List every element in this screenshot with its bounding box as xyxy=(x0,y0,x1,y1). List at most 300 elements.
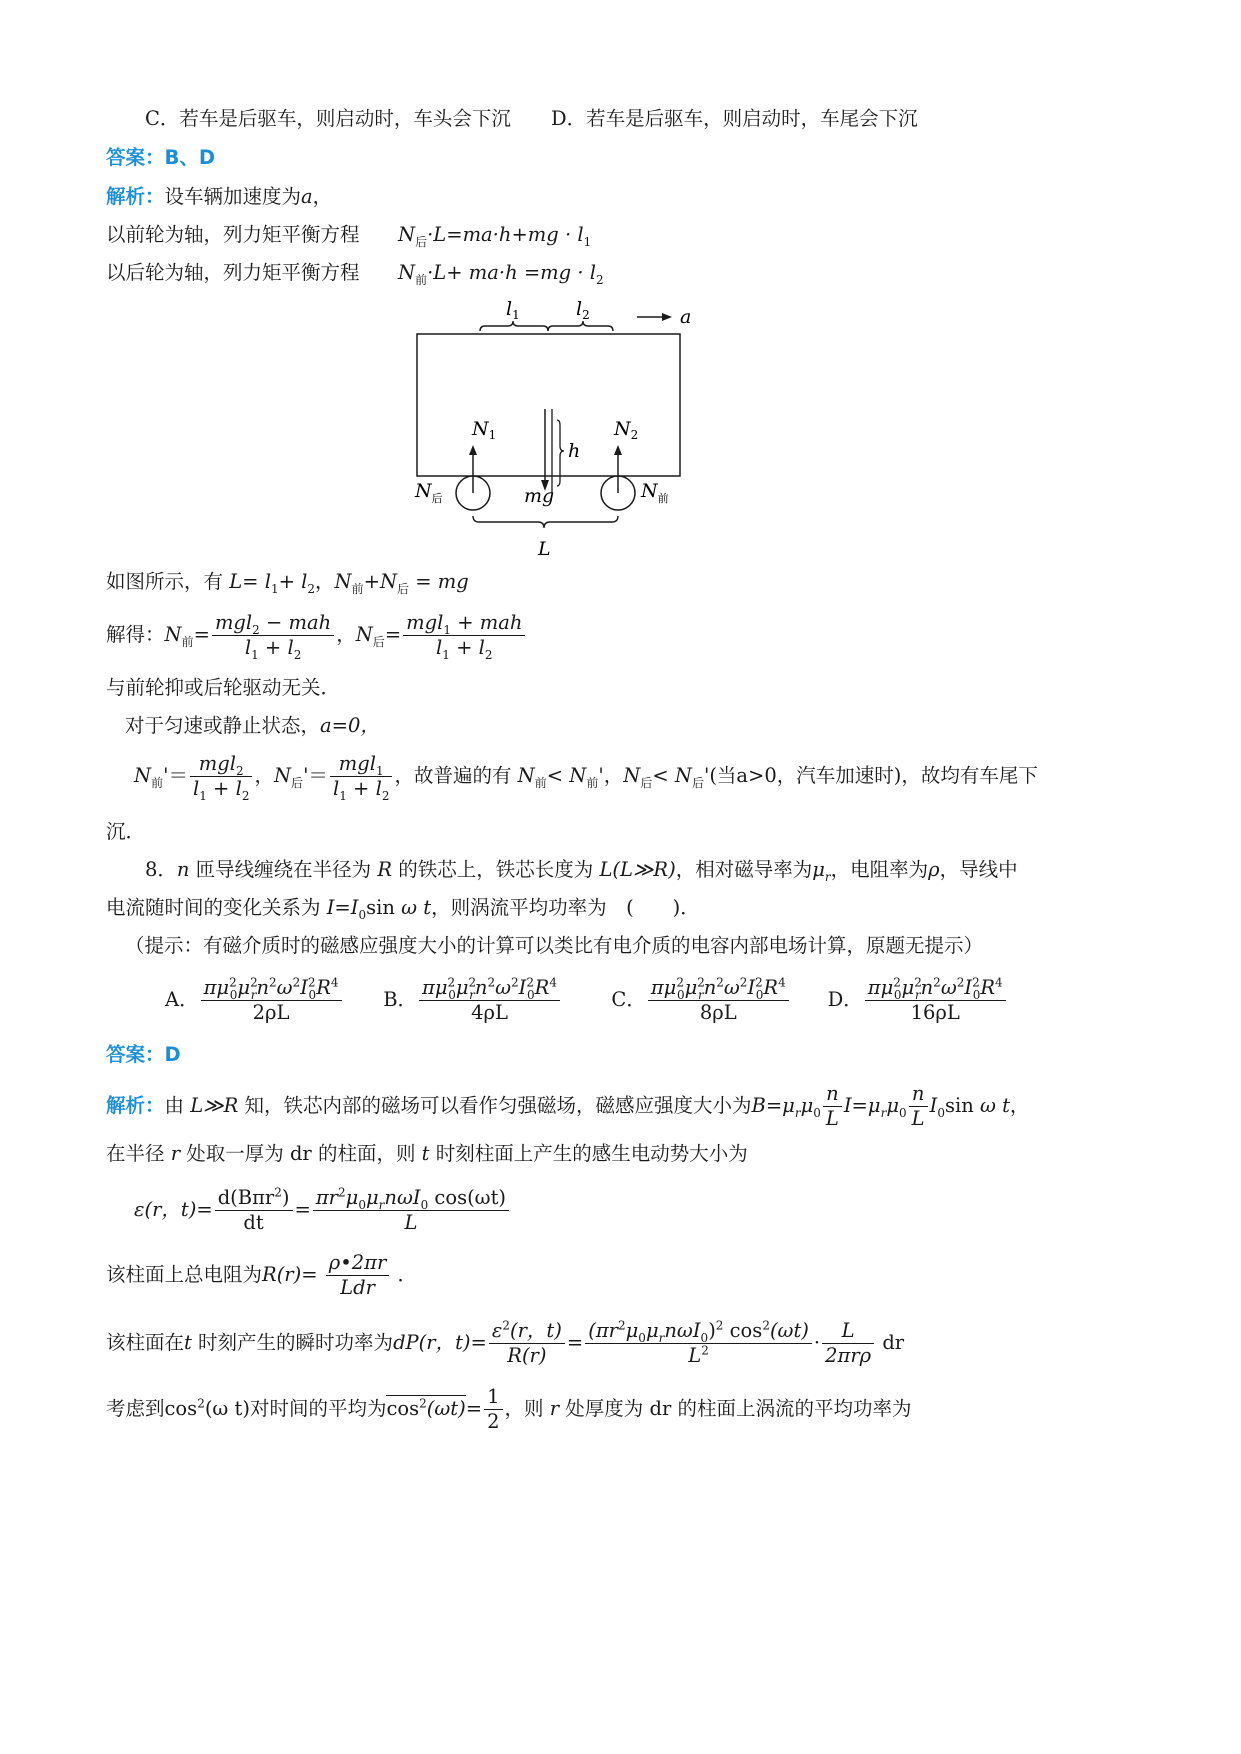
sup-2: 2 xyxy=(715,1318,724,1333)
prime: '， xyxy=(598,764,624,787)
moment-front-text: 以前轮为轴，列力矩平衡方程 xyxy=(106,223,360,246)
fraction-half xyxy=(484,1386,502,1433)
sup-2: 2 xyxy=(487,975,496,990)
sup-2: 2 xyxy=(914,975,922,990)
N: N xyxy=(273,764,292,787)
q8-analysis-line-2 xyxy=(106,1141,748,1167)
sup-2: 2 xyxy=(972,975,980,990)
q8-emf-equation xyxy=(134,1185,511,1235)
mu: μ xyxy=(800,1094,814,1117)
n: n xyxy=(703,976,717,999)
sub-1: 1 xyxy=(251,647,259,662)
lt: < xyxy=(652,764,669,787)
num-pi: πμ xyxy=(650,976,677,999)
mu: μ xyxy=(901,976,915,999)
den-plus: + l xyxy=(346,777,382,800)
sub-front: 前 xyxy=(415,272,428,287)
sub-r: r xyxy=(697,987,704,1002)
mu: μ xyxy=(645,1319,659,1342)
sup-2: 2 xyxy=(250,975,258,990)
I: I xyxy=(300,976,308,999)
sup-2: 2 xyxy=(447,975,456,990)
fraction-n-rear xyxy=(403,611,525,662)
q7-analysis-line-1 xyxy=(106,184,332,210)
q8-number: 8． xyxy=(145,858,177,881)
t: t xyxy=(421,1142,430,1165)
sub-1: 1 xyxy=(443,622,452,637)
sub-r: r xyxy=(914,987,921,1002)
sub-0: 0 xyxy=(358,1197,366,1212)
sup-2: 2 xyxy=(933,975,941,990)
omega-t: ω t xyxy=(979,1094,1010,1117)
sub-0: 0 xyxy=(676,987,685,1002)
sub-0: 0 xyxy=(420,1197,429,1212)
stem: 匝导线缠绕在半径为 xyxy=(189,858,372,881)
den-plus: + l xyxy=(258,636,294,659)
num: (r，t) xyxy=(510,1319,562,1342)
sup-4: 4 xyxy=(778,975,786,990)
sub-0: 0 xyxy=(638,1330,646,1345)
sup-2: 2 xyxy=(762,1318,770,1333)
comma: ， xyxy=(254,764,274,787)
cos: cos xyxy=(386,1397,420,1420)
N: N xyxy=(164,623,182,646)
B-eq: B=μ xyxy=(751,1094,795,1117)
car-force-diagram xyxy=(400,295,720,565)
sub-r: r xyxy=(378,1197,385,1212)
n: n xyxy=(474,976,488,999)
analysis-label: 解析： xyxy=(106,1094,165,1117)
den-l: l xyxy=(332,777,340,800)
num-pi: πμ xyxy=(867,976,894,999)
q7-eq2 xyxy=(398,260,604,286)
fraction-static-front xyxy=(190,752,253,803)
num: 1 xyxy=(484,1386,502,1410)
cos: cos xyxy=(164,1397,198,1420)
sub-0: 0 xyxy=(229,987,238,1002)
dr: dr xyxy=(882,1331,905,1354)
mu: μ xyxy=(365,1186,379,1209)
q7-sink: 沉． xyxy=(106,820,146,843)
stem: ，相对磁导率为 xyxy=(675,858,813,881)
R-r: R(r)= xyxy=(262,1263,318,1286)
n: n xyxy=(176,858,190,881)
r: r xyxy=(549,1397,560,1420)
sub-0: 0 xyxy=(972,987,981,1002)
I: I xyxy=(747,976,756,999)
I: I xyxy=(929,1094,938,1117)
prime-eq: '＝ xyxy=(163,764,188,787)
mu: μ xyxy=(625,1319,639,1342)
label-h: h xyxy=(568,440,581,462)
option-c-label: C． xyxy=(611,988,646,1011)
text: 处取一厚为 xyxy=(180,1142,284,1165)
sub-0: 0 xyxy=(527,987,535,1002)
den-l: l xyxy=(436,636,443,659)
num: mgl xyxy=(198,752,236,775)
sup-2: 2 xyxy=(956,975,965,990)
mu: μ xyxy=(345,1186,359,1209)
option-a-fraction xyxy=(201,977,342,1024)
text: 由 xyxy=(164,1094,185,1117)
sub-r: r xyxy=(469,987,475,1002)
label-n-rear: $N_后$ xyxy=(415,480,443,505)
moment-rear-text: 以后轮为轴，列力矩平衡方程 xyxy=(106,261,360,284)
a-gt: a>0，汽车加速时)，故均有车尾下 xyxy=(736,764,1038,787)
brace-l1 xyxy=(480,321,548,331)
sub-1: 1 xyxy=(339,788,347,803)
label-n-front: $N_前$ xyxy=(641,480,669,505)
fraction-power-1 xyxy=(489,1320,565,1367)
sup-2: 2 xyxy=(893,975,901,990)
sup-2: 2 xyxy=(701,1343,709,1358)
sub-r: r xyxy=(658,1330,665,1345)
den-plus: + l xyxy=(449,636,485,659)
sup-2: 2 xyxy=(269,975,277,990)
text: 时刻柱面上产生的感生电动势大小为 xyxy=(429,1142,748,1165)
N: N xyxy=(517,764,535,787)
R: R xyxy=(534,976,550,999)
sup-4: 4 xyxy=(995,975,1003,990)
label-L: L xyxy=(538,538,551,560)
eq: = xyxy=(566,1331,584,1354)
N: N xyxy=(674,764,692,787)
sup-2: 2 xyxy=(526,975,534,990)
sup-2: 2 xyxy=(716,975,724,990)
solve-label: 解得： xyxy=(106,623,165,646)
q8-average xyxy=(106,1384,911,1434)
analysis-text: 设车辆加速度为 xyxy=(164,185,302,208)
q8-stem-line-1 xyxy=(145,857,1018,883)
fraction-power-2 xyxy=(585,1320,812,1367)
sup-2: 2 xyxy=(468,975,477,990)
num: mgl xyxy=(406,611,444,634)
num: L xyxy=(841,1319,855,1342)
den: Ldr xyxy=(340,1276,375,1299)
sub-rear: 后 xyxy=(291,775,304,790)
sub-2: 2 xyxy=(307,581,316,596)
n2-arrowhead xyxy=(614,445,622,455)
L-cond: L≫R xyxy=(190,1094,239,1117)
comma: ， xyxy=(336,623,356,646)
option-b-fraction xyxy=(419,977,560,1024)
dot: · xyxy=(813,1331,821,1354)
lt: < xyxy=(546,764,564,787)
r: r xyxy=(170,1142,181,1165)
comma: ， xyxy=(315,570,335,593)
q7-moment-rear xyxy=(106,260,360,286)
n1-arrowhead xyxy=(469,445,477,455)
q7-eq1 xyxy=(398,222,591,248)
fraction-resistance xyxy=(326,1252,390,1299)
q8-analysis-line-1 xyxy=(106,1083,1029,1130)
sup-2: 2 xyxy=(307,975,316,990)
stem: 电流随时间的变化关系为 xyxy=(106,896,321,919)
sub-2: 2 xyxy=(293,647,302,662)
omega-t: ω t xyxy=(401,896,432,919)
sup-2: 2 xyxy=(511,975,519,990)
q7-option-d: D．若车是后驱车，则启动时，车尾会下沉 xyxy=(551,107,918,130)
text: 的柱面上涡流的平均功率为 xyxy=(671,1397,912,1420)
q8-options xyxy=(165,975,1008,1025)
sup-2: 2 xyxy=(697,975,705,990)
num-pi: πμ xyxy=(422,976,448,999)
option-d-label: D． xyxy=(827,988,863,1011)
analysis-label: 解析： xyxy=(106,185,165,208)
text: 考虑到 xyxy=(106,1397,165,1420)
R: R xyxy=(316,976,331,999)
eq-N: N xyxy=(398,223,416,246)
sup-2: 2 xyxy=(419,1396,427,1411)
option-b xyxy=(383,975,605,1025)
den-l: l xyxy=(244,636,252,659)
text: 知，铁芯内部的磁场可以看作匀强磁场，磁感应强度大小为 xyxy=(238,1094,752,1117)
fraction-emf-2 xyxy=(313,1187,509,1234)
eq2-rest: ·L+ ma·h =mg · l xyxy=(427,261,596,284)
omega: ω xyxy=(495,976,512,999)
text: 该柱面在 xyxy=(106,1331,185,1354)
sup-2: 2 xyxy=(292,975,301,990)
dr: dr xyxy=(289,1142,312,1165)
I: I xyxy=(964,976,973,999)
sub-2: 2 xyxy=(236,763,244,778)
num: ε xyxy=(491,1319,503,1342)
den: 2 xyxy=(487,1410,500,1433)
answer-label: 答案： xyxy=(106,146,165,169)
fraction-static-rear xyxy=(330,752,393,803)
num: ) xyxy=(281,1186,290,1209)
sub-0: 0 xyxy=(308,987,317,1002)
sub-1: 1 xyxy=(583,234,592,249)
label-a: a xyxy=(680,306,692,328)
car-body xyxy=(417,334,680,476)
answer-value: B、D xyxy=(164,146,216,169)
N: N xyxy=(134,764,152,787)
sub-0: 0 xyxy=(813,1105,821,1120)
brace-l2 xyxy=(548,321,613,331)
period: ． xyxy=(397,1263,418,1286)
den: L xyxy=(404,1211,418,1234)
label-n2: $N_2$ xyxy=(614,418,639,442)
mu: μ xyxy=(812,858,825,881)
R: R xyxy=(980,976,996,999)
static-text: 对于匀速或静止状态， xyxy=(125,714,321,737)
text: 处厚度为 xyxy=(559,1397,644,1420)
R: R xyxy=(377,858,393,881)
sub-rear: 后 xyxy=(397,581,410,596)
sub-2: 2 xyxy=(252,622,260,637)
brace-L xyxy=(473,516,618,528)
sub-rear: 后 xyxy=(372,634,385,649)
text: 在半径 xyxy=(106,1142,165,1165)
stem: ，电阻率为 xyxy=(830,858,929,881)
label-l2: $l_2$ xyxy=(576,298,590,322)
num: cos(ωt) xyxy=(428,1186,507,1209)
n: n xyxy=(920,976,934,999)
text: 该柱面上总电阻为 xyxy=(106,1263,263,1286)
sub-0: 0 xyxy=(893,987,902,1002)
num: (πr xyxy=(588,1319,618,1342)
den: R(r) xyxy=(507,1344,547,1367)
fraction-n-L: $\frac{n}{L}$ xyxy=(823,1083,842,1130)
q7-option-c: C．若车是后驱车，则启动时，车头会下沉 xyxy=(145,107,511,130)
sub-2: 2 xyxy=(381,788,390,803)
q8-answer xyxy=(106,1042,181,1068)
conclusion: ，故普遍的有 xyxy=(394,764,512,787)
N: N xyxy=(623,764,641,787)
sub-1: 1 xyxy=(270,581,279,596)
den-l: l xyxy=(192,777,200,800)
omega: ω xyxy=(276,976,293,999)
sub-front: 前 xyxy=(351,581,364,596)
q8-stem-line-2 xyxy=(106,895,700,921)
sub-r: r xyxy=(250,987,257,1002)
q7-static-result xyxy=(134,752,1038,803)
option-c-fraction xyxy=(648,977,789,1024)
rho: ρ xyxy=(928,858,940,881)
prime-eq: '＝ xyxy=(303,764,328,787)
sup-2: 2 xyxy=(274,1185,282,1200)
text: 时刻产生的瞬时功率为 xyxy=(191,1331,394,1354)
sub-0: 0 xyxy=(448,987,456,1002)
q7-answer xyxy=(106,145,215,171)
dP: dP(r，t)= xyxy=(393,1331,487,1354)
sup-2: 2 xyxy=(502,1318,510,1333)
caption-text: 如图所示，有 xyxy=(106,570,224,593)
sub-0: 0 xyxy=(700,1330,709,1345)
sub-0: 0 xyxy=(755,987,764,1002)
num: d(Bπr xyxy=(217,1186,275,1209)
sin: sin xyxy=(944,1094,974,1117)
omega-t: (ωt) xyxy=(426,1397,466,1420)
eq: = xyxy=(294,1198,311,1221)
sup-2: 2 xyxy=(337,1185,346,1200)
num: ρ•2πr xyxy=(328,1251,387,1274)
r: r xyxy=(794,1105,801,1120)
q8-resistance xyxy=(106,1250,417,1300)
comma: ， xyxy=(1009,1094,1030,1117)
sub-rear: 后 xyxy=(691,775,704,790)
sub-rear: 后 xyxy=(415,234,428,249)
sub-2: 2 xyxy=(241,788,250,803)
q7-static-intro xyxy=(125,713,380,739)
den-plus: + l xyxy=(206,777,242,800)
fraction-n-front xyxy=(212,611,334,662)
q8-power xyxy=(106,1318,904,1368)
sup-2: 2 xyxy=(229,975,237,990)
r: r xyxy=(824,869,831,884)
text: (ω t)对时间的平均为 xyxy=(204,1397,387,1420)
den: 2ρL xyxy=(252,1001,290,1024)
omega: ω xyxy=(940,976,957,999)
sup-2: 2 xyxy=(676,975,684,990)
option-c xyxy=(611,975,821,1025)
label-mg: mg xyxy=(524,485,555,507)
text: ，则 xyxy=(504,1397,544,1420)
num: nωI xyxy=(664,1319,701,1342)
stem: ，则涡流平均功率为 ( )． xyxy=(431,896,700,919)
eps-lhs: ε(r，t)= xyxy=(134,1198,213,1221)
q8-hint: （提示：有磁介质时的磁感应强度大小的计算可以类比有电介质的电容内部电场计算，原题无提示） xyxy=(125,934,984,957)
N: N xyxy=(569,764,587,787)
eq1-rest: ·L=ma·h+mg · l xyxy=(427,223,584,246)
option-a-label: A． xyxy=(165,988,199,1011)
sup-2: 2 xyxy=(739,975,748,990)
r: r xyxy=(880,1105,887,1120)
sup-2: 2 xyxy=(617,1318,626,1333)
sin: sin xyxy=(366,896,395,919)
stem: ，导线中 xyxy=(939,858,1018,881)
omega: ω xyxy=(723,976,740,999)
den: 8ρL xyxy=(699,1001,737,1024)
sub-0: 0 xyxy=(358,907,367,922)
sub-1: 1 xyxy=(199,788,207,803)
sub-front: 前 xyxy=(534,775,547,790)
fraction-emf-1 xyxy=(215,1187,293,1234)
sub-front: 前 xyxy=(181,634,194,649)
cos2-average-overline xyxy=(386,1395,465,1420)
prime2: '(当 xyxy=(703,764,737,787)
sup-2: 2 xyxy=(197,1396,205,1411)
I-eq: I=μ xyxy=(843,1094,881,1117)
mu: μ xyxy=(684,976,698,999)
sup-4: 4 xyxy=(330,975,339,990)
sub-front: 前 xyxy=(151,775,164,790)
den: 4ρL xyxy=(471,1001,508,1024)
N: N xyxy=(334,570,352,593)
sub-2: 2 xyxy=(484,647,493,662)
sub-0: 0 xyxy=(899,1105,907,1120)
option-d xyxy=(828,975,1008,1025)
eq-N: N xyxy=(398,261,416,284)
den: dt xyxy=(243,1211,264,1234)
R: R xyxy=(763,976,779,999)
L-eq: L= l xyxy=(229,570,271,593)
sub-front: 前 xyxy=(586,775,599,790)
q7-no-relation: 与前轮抑或后轮驱动无关． xyxy=(106,676,341,699)
num: ) xyxy=(708,1319,716,1342)
num: nωI xyxy=(384,1186,421,1209)
q7-moment-front xyxy=(106,222,360,248)
eq: = xyxy=(384,623,402,646)
sub-0: 0 xyxy=(937,1105,945,1120)
label-n1: $N_1$ xyxy=(472,418,497,442)
num-rest: + mah xyxy=(451,611,523,634)
num-rest: − mah xyxy=(259,611,332,634)
den: 16ρL xyxy=(910,1001,960,1024)
num: πr xyxy=(315,1186,338,1209)
a-eq-0: a=0， xyxy=(320,714,380,737)
option-a xyxy=(165,975,377,1025)
n: n xyxy=(256,976,270,999)
num: (ωt) xyxy=(769,1319,809,1342)
I: I xyxy=(518,976,527,999)
t: t xyxy=(184,1331,192,1354)
plus-l: + l xyxy=(278,570,308,593)
var-a: a xyxy=(301,185,313,208)
sub-rear: 后 xyxy=(640,775,653,790)
num: mgl xyxy=(214,611,253,634)
answer-value: D xyxy=(164,1043,181,1066)
N: N xyxy=(355,623,373,646)
label-l1: $l_1$ xyxy=(506,298,520,322)
den: L xyxy=(688,1344,702,1367)
sup-4: 4 xyxy=(549,975,557,990)
I-eq: I=I xyxy=(326,896,359,919)
dr: dr xyxy=(649,1397,672,1420)
answer-label: 答案： xyxy=(106,1043,165,1066)
stem: 的铁芯上，铁芯长度为 xyxy=(392,858,594,881)
